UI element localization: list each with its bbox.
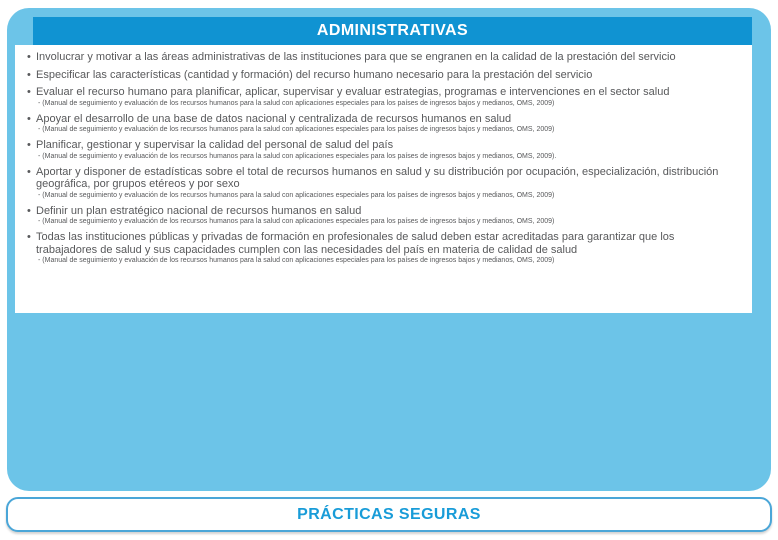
bullet-citation: - (Manual de seguimiento y evaluación de los recursos humanos para la salud con aplicaciones especiales para los países de ingresos bajos y medianos, OMS, 2009) — [38, 218, 555, 225]
bullet-row — [27, 166, 738, 191]
list-item — [27, 113, 738, 135]
bullet-icon: • — [27, 86, 31, 98]
bullet-citation: - (Manual de seguimiento y evaluación de los recursos humanos para la salud con aplicaciones especiales para los países de ingresos bajos y medianos, OMS, 2009) — [38, 257, 555, 264]
bullet-text: Evaluar el recurso humano para planificar, aplicar, supervisar y evaluar estrategias, programas e intervenciones en el sector salud — [36, 86, 670, 98]
bullet-text: Especificar las características (cantidad y formación) del recurso humano necesario para la prestación del servicio — [36, 68, 593, 81]
bullet-row — [27, 139, 738, 152]
bullet-icon: • — [27, 139, 31, 151]
bullet-text: Todas las instituciones públicas y privadas de formación en profesionales de salud deben estar acreditadas para garantizar que los trabajadores de salud y sus capacidades cumplen con las necesidades del país en materia de calidad de salud — [36, 231, 675, 256]
list-item — [27, 139, 738, 161]
bullet-citation: - (Manual de seguimiento y evaluación de los recursos humanos para la salud con aplicaciones especiales para los países de ingresos bajos y medianos, OMS, 2009) — [38, 191, 555, 199]
bullet-row — [27, 51, 738, 64]
bullet-row — [27, 231, 738, 256]
bullet-text: Planificar, gestionar y supervisar la calidad del personal de salud del país — [36, 139, 394, 151]
section-title: ADMINISTRATIVAS — [316, 22, 469, 39]
bullet-list — [27, 51, 738, 265]
list-item — [27, 231, 738, 265]
bullet-text: Involucrar y motivar a las áreas administrativas de las instituciones para que se engranen en la calidad de la prestación del servicio — [36, 51, 676, 63]
bullet-text: Definir un plan estratégico nacional de recursos humanos en salud — [36, 204, 362, 217]
bullet-citation: - (Manual de seguimiento y evaluación de los recursos humanos para la salud con aplicaciones especiales para los países de ingresos bajos y medianos, OMS, 2009). — [38, 152, 557, 160]
practicas-seguras-bar — [6, 497, 772, 532]
footer-section-title: PRÁCTICAS SEGURAS — [297, 505, 481, 523]
bullet-icon: • — [27, 204, 31, 217]
list-item — [27, 51, 738, 64]
bullet-citation: - (Manual de seguimiento y evaluación de los recursos humanos para la salud con aplicaciones especiales para los países de ingresos bajos y medianos, OMS, 2009) — [38, 126, 555, 133]
bullet-content-box — [15, 45, 752, 313]
section-header-bar — [33, 17, 752, 45]
bullet-row — [27, 113, 738, 126]
bullet-icon: • — [27, 231, 31, 243]
bullet-row — [27, 86, 738, 99]
list-item — [27, 166, 738, 200]
bullet-icon: • — [27, 51, 31, 63]
bullet-text: Aportar y disponer de estadísticas sobre el total de recursos humanos en salud y su distribución por ocupación, especialización, distribución geográfica, por grupos etéreos y por sexo — [36, 165, 719, 190]
bullet-row — [27, 205, 738, 218]
bullet-icon: • — [27, 165, 31, 178]
list-item — [27, 69, 738, 82]
list-item — [27, 86, 738, 108]
bullet-citation: - (Manual de seguimiento y evaluación de los recursos humanos para la salud con aplicaciones especiales para los países de ingresos bajos y medianos, OMS, 2009) — [38, 99, 555, 107]
list-item — [27, 205, 738, 227]
bullet-row — [27, 69, 738, 82]
bullet-icon: • — [27, 68, 31, 81]
administrativas-panel — [7, 8, 771, 491]
bullet-icon: • — [27, 112, 31, 125]
bullet-text: Apoyar el desarrollo de una base de datos nacional y centralizada de recursos humanos en salud — [36, 112, 512, 125]
